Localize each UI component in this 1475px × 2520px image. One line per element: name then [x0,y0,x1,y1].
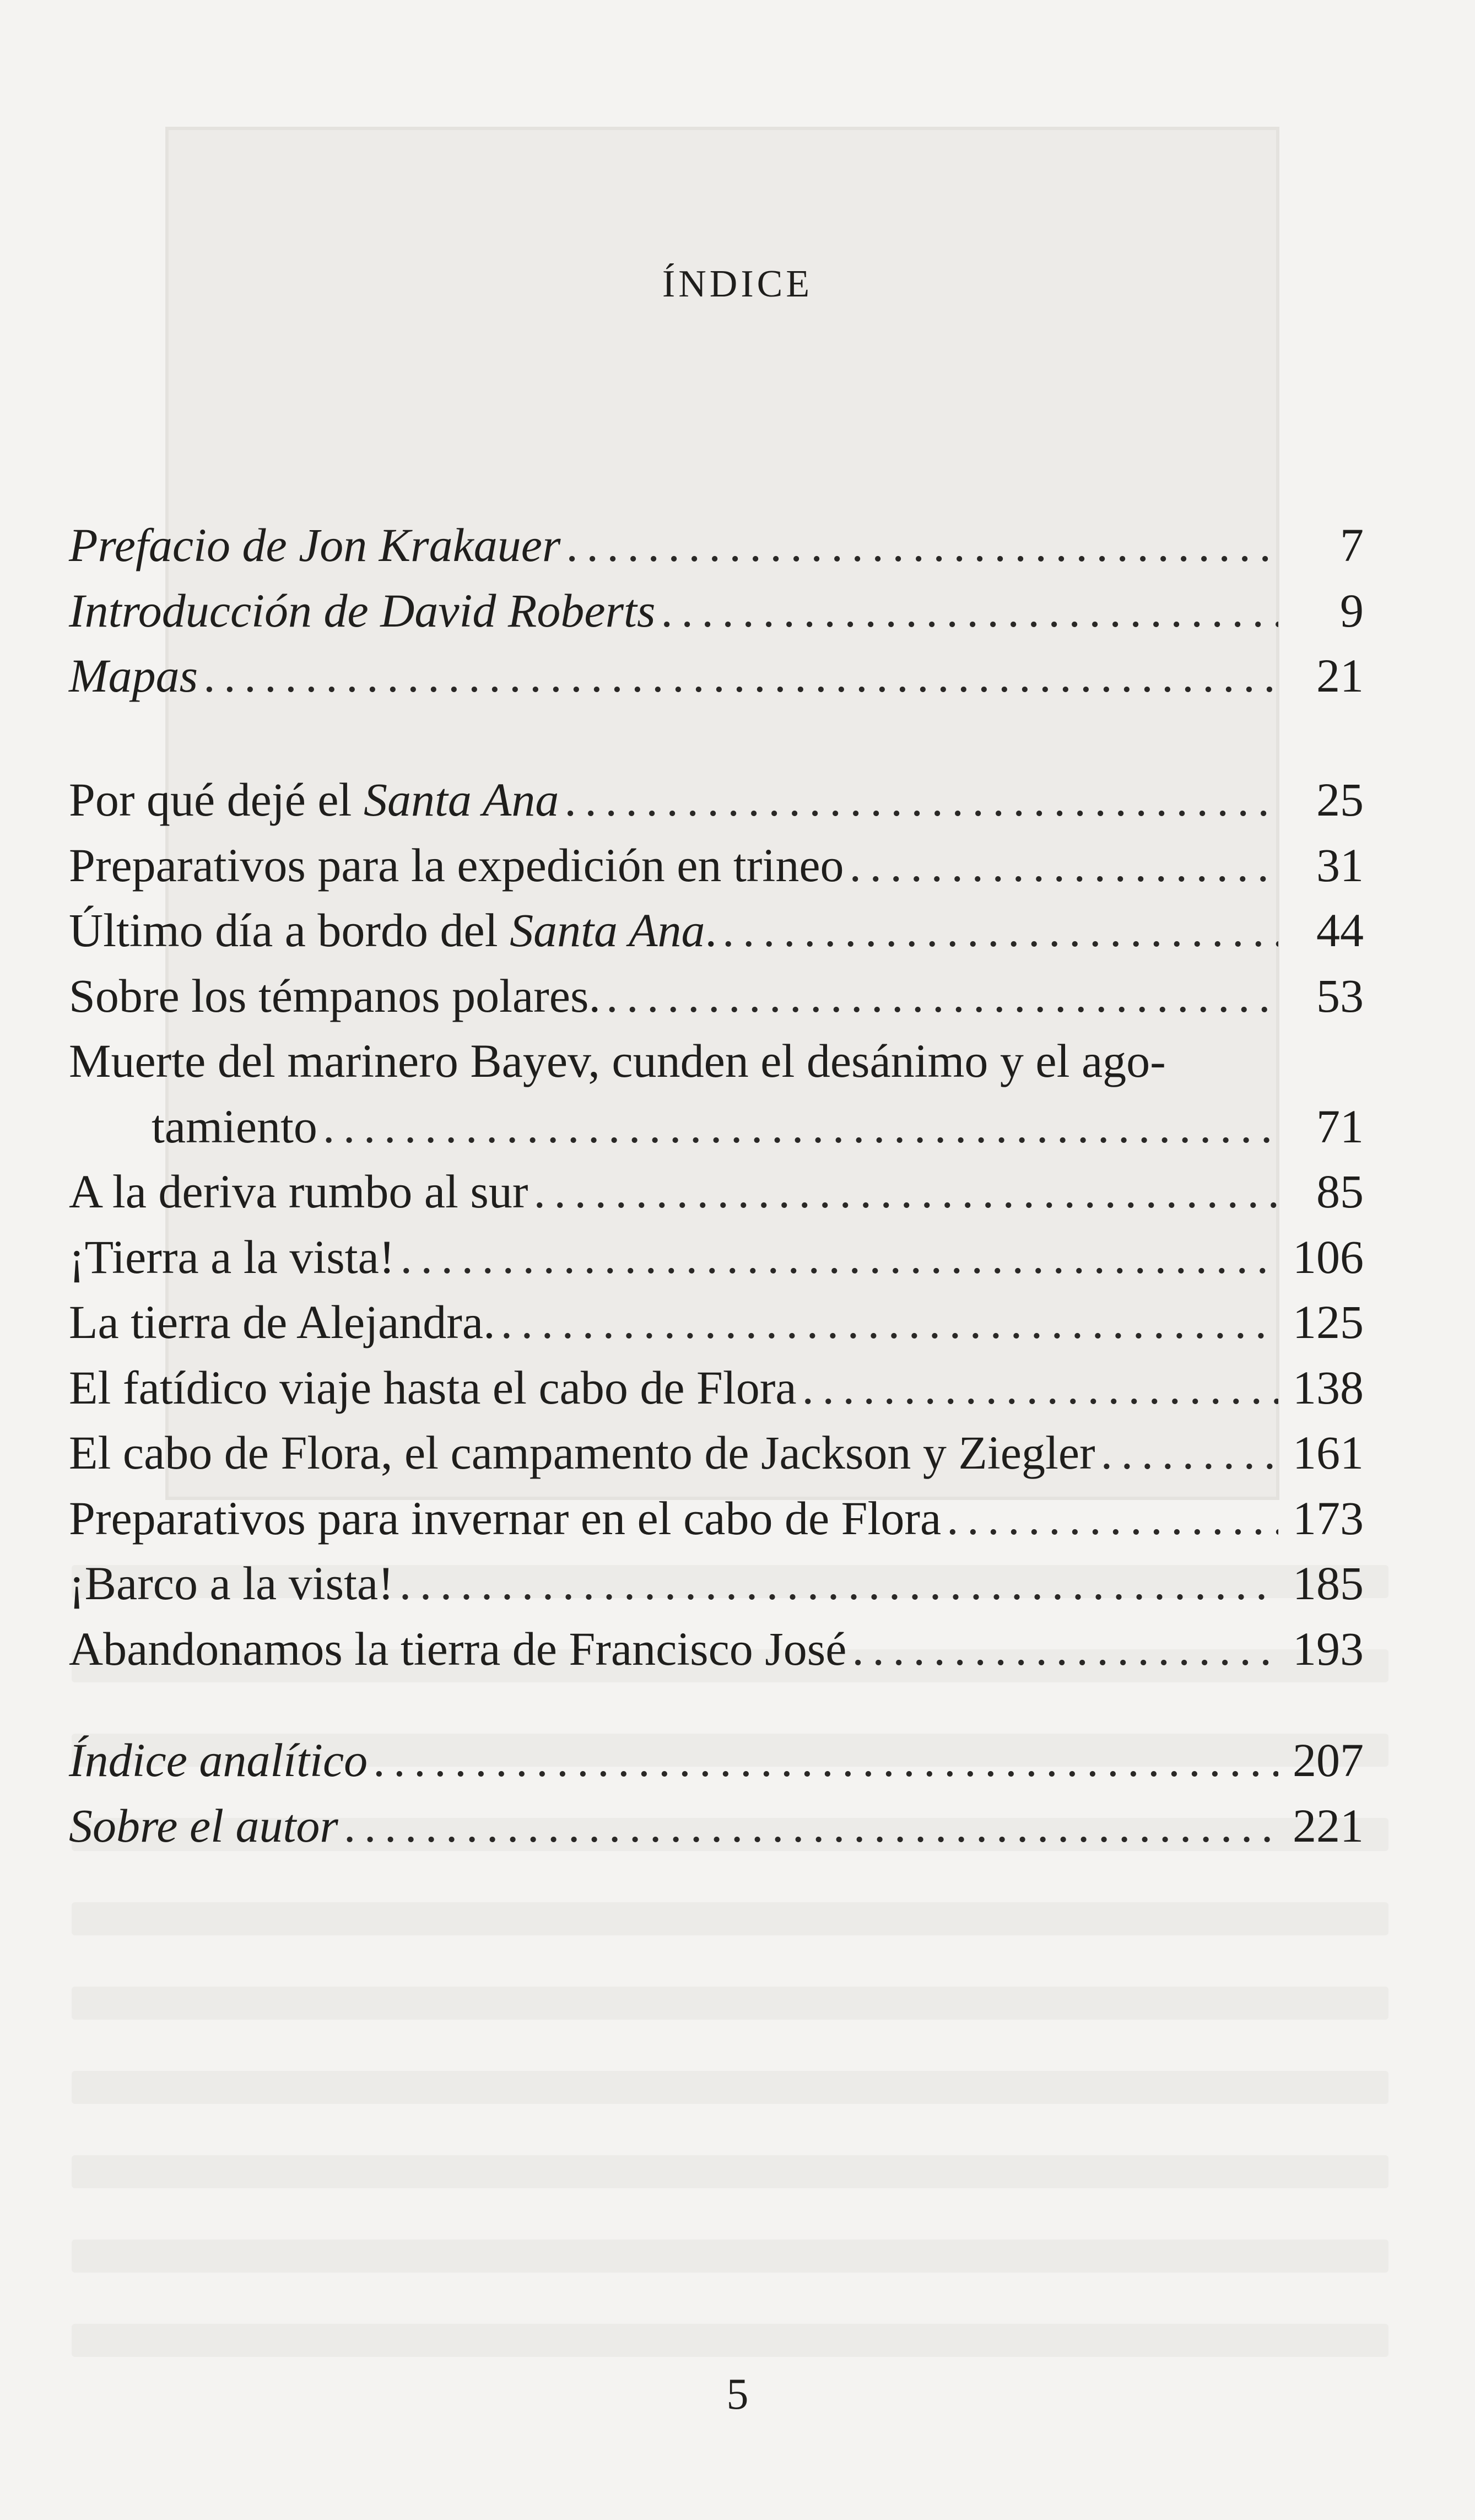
toc-entry[interactable] [69,1420,1364,1486]
dot-leader [850,833,1279,898]
toc-entry[interactable] [69,1028,1364,1159]
toc-entry-title-continued: tamiento [152,1099,317,1153]
toc-front-matter [69,512,1364,709]
toc-entry[interactable] [69,578,1364,644]
dot-leader [606,963,1278,1029]
ship-name: Santa Ana [363,773,559,826]
toc-entry-title: Muerte del marinero Bayev, cunden el desánimo y el ago- [69,1034,1166,1087]
toc-back-matter [69,1728,1364,1858]
dot-leader [323,1094,1278,1159]
toc-entry[interactable] [69,1616,1364,1682]
toc-entry-title: Prefacio de Jon Krakauer [69,519,561,571]
toc-entry-page: 221 [1293,1799,1364,1852]
toc-entry-title: La tierra de Alejandra. [69,1296,495,1348]
toc-entry-page: 31 [1316,838,1364,892]
toc-entry-page: 7 [1340,519,1364,571]
toc-entry-title: Preparativos para invernar en el cabo de Flora [69,1491,942,1545]
dot-leader [564,767,1278,833]
toc-entry-title [69,767,559,833]
toc-chapters [69,767,1364,1681]
toc-entry-title: Preparativos para la expedición en trineo [69,838,844,892]
dot-leader [534,1159,1278,1224]
bleed-through-text [72,1565,1388,2408]
dot-leader [400,1224,1278,1290]
toc-entry-title [69,898,717,963]
toc-entry-page: 207 [1293,1734,1364,1787]
toc-entry-page: 193 [1293,1622,1364,1675]
toc-entry-page: 185 [1293,1557,1364,1610]
page-number: 5 [726,2370,749,2419]
dot-leader [344,1793,1278,1859]
toc-entry-page: 9 [1340,584,1364,637]
toc-entry-title: El cabo de Flora, el campamento de Jackson y Ziegler [69,1426,1095,1479]
dot-leader [802,1355,1278,1421]
title-text: Último día a bordo del [69,904,510,957]
page-title: ÍNDICE [662,263,813,305]
toc-entry[interactable] [69,963,1364,1029]
dot-leader [203,643,1278,709]
dot-leader [661,578,1278,644]
title-text: Por qué dejé el [69,773,364,826]
toc-entry-title: A la deriva rumbo al sur [69,1165,528,1218]
toc-entry-page: 44 [1316,904,1364,957]
toc-entry-title: Abandonamos la tierra de Francisco José [69,1622,847,1675]
toc-entry[interactable] [69,833,1364,898]
toc-entry-page: 85 [1316,1165,1364,1218]
toc-entry-page: 71 [1316,1099,1364,1153]
dot-leader [566,512,1278,578]
toc-entry-page: 125 [1293,1296,1364,1348]
toc-entry-page: 138 [1293,1361,1364,1414]
dot-leader [722,898,1278,963]
toc-entry-page: 25 [1316,773,1364,826]
toc-entry[interactable] [69,1355,1364,1421]
toc-entry[interactable] [69,898,1364,963]
dot-leader [947,1486,1278,1551]
toc-entry-title: Introducción de David Roberts [69,584,656,637]
toc-entry[interactable] [69,643,1364,709]
toc-entry[interactable] [69,1159,1364,1224]
toc-entry-title: ¡Barco a la vista! [69,1557,394,1610]
toc-entry-page: 173 [1293,1491,1364,1545]
toc-entry[interactable] [69,1793,1364,1859]
toc-entry-page: 53 [1316,969,1364,1022]
toc-entry-page: 106 [1293,1230,1364,1283]
toc-entry-title: Sobre el autor [69,1799,338,1852]
toc-entry[interactable] [69,767,1364,833]
toc-entry[interactable] [69,1486,1364,1551]
toc-entry[interactable] [69,1728,1364,1793]
dot-leader [373,1728,1278,1793]
toc-entry-title: ¡Tierra a la vista! [69,1230,395,1283]
dot-leader [399,1551,1278,1616]
toc-entry[interactable] [69,1224,1364,1290]
title-text: . [705,904,717,957]
toc-entry-title: Mapas [69,649,198,702]
toc-entry-title: Índice analítico [69,1734,368,1787]
toc-entry[interactable] [69,1289,1364,1355]
toc-entry-page: 21 [1316,649,1364,702]
toc-entry[interactable] [69,512,1364,578]
toc-entry-page: 161 [1293,1426,1364,1479]
toc-entry-title: Sobre los témpanos polares. [69,969,601,1022]
toc-entry[interactable] [69,1551,1364,1616]
dot-leader [1101,1420,1278,1486]
dot-leader [852,1616,1278,1682]
dot-leader [501,1289,1278,1355]
ship-name: Santa Ana [510,904,705,957]
toc-entry-title: El fatídico viaje hasta el cabo de Flora [69,1361,797,1414]
